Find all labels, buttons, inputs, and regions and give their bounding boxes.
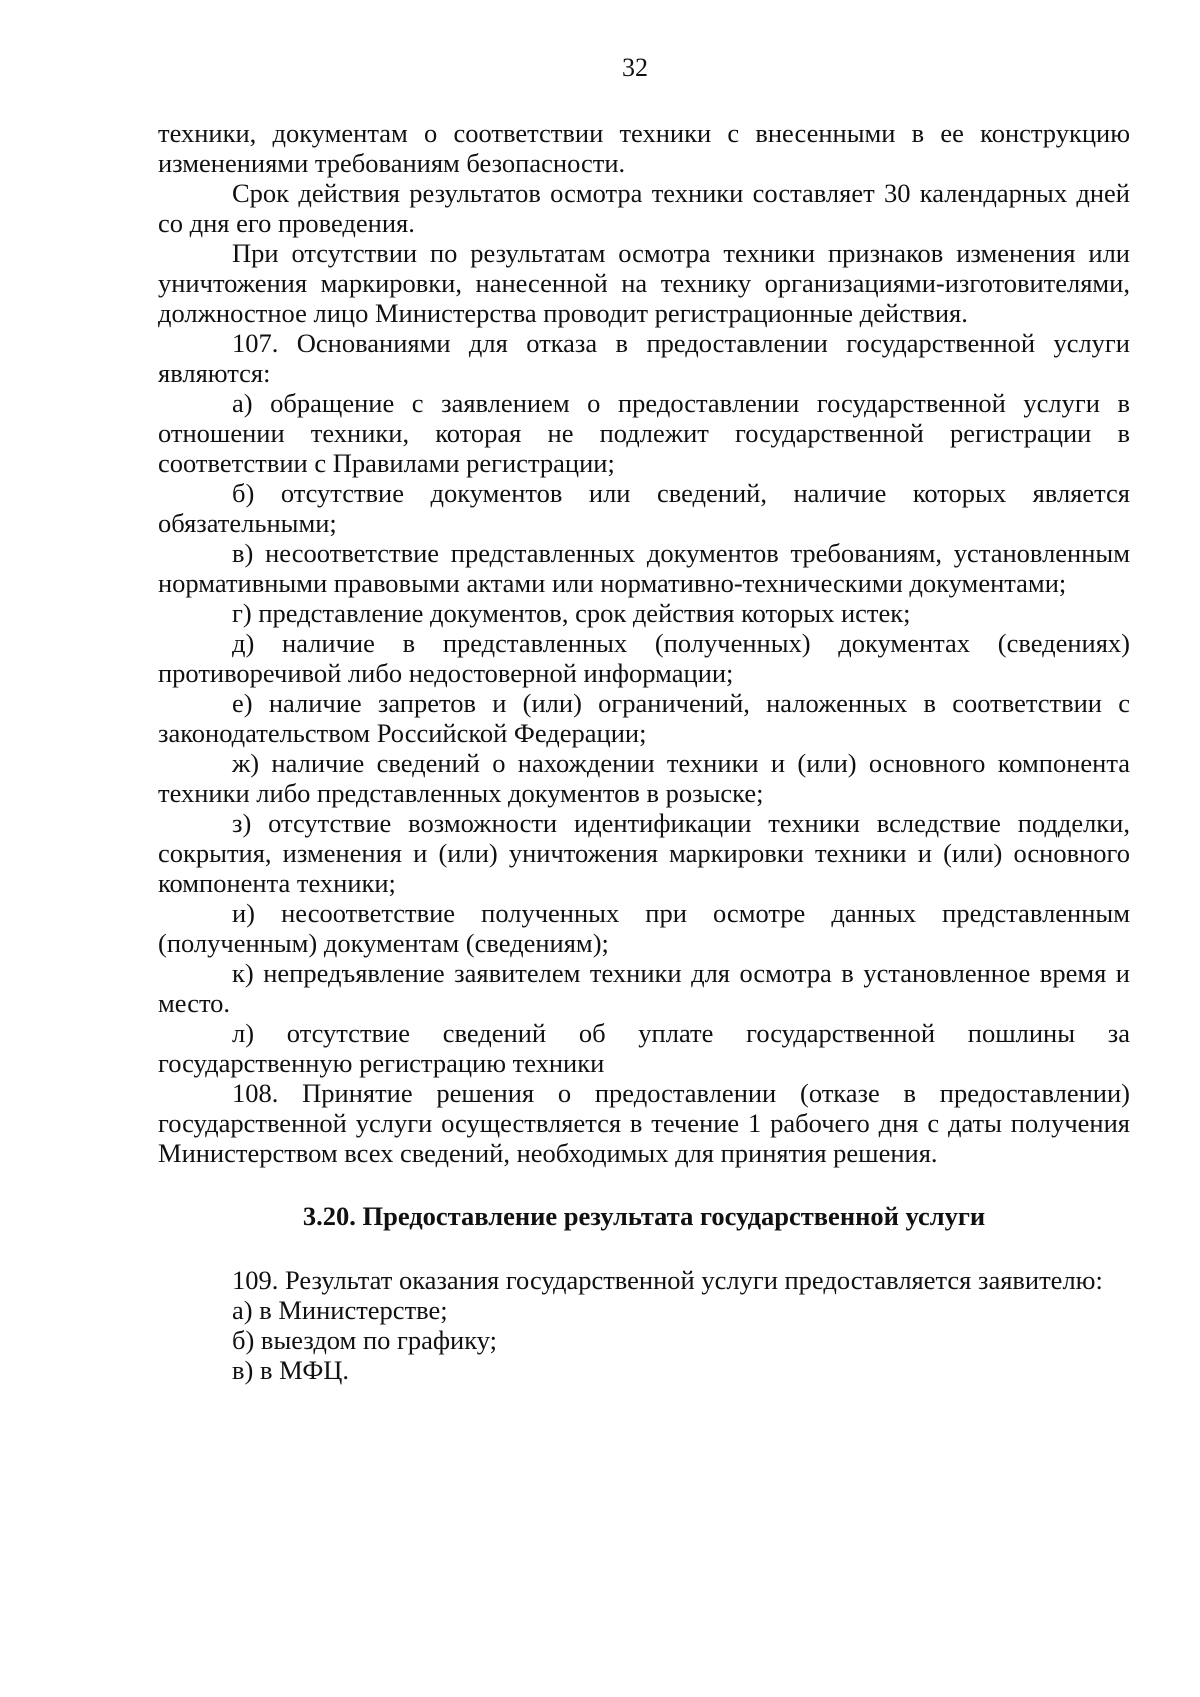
refusal-ground-i: и) несоответствие полученных при осмотре данных представленным (полученным) документам (сведениям);: [158, 898, 1130, 958]
refusal-ground-z: з) отсутствие возможности идентификации техники вследствие подделки, сокрытия, изменения и (или) уничтожения маркировки техники и (или) основного компонента техники;: [158, 808, 1130, 898]
refusal-ground-k: к) непредъявление заявителем техники для осмотра в установленное время и место.: [158, 958, 1130, 1018]
paragraph-inspection-validity: Срок действия результатов осмотра техники составляет 30 календарных дней со дня его проведения.: [158, 178, 1130, 238]
refusal-ground-e: е) наличие запретов и (или) ограничений, наложенных в соответствии с законодательством Российской Федерации;: [158, 688, 1130, 748]
refusal-ground-a: а) обращение с заявлением о предоставлении государственной услуги в отношении техники, которая не подлежит государственной регистрации в соответствии с Правилами регистрации;: [158, 388, 1130, 478]
list-item: б) выездом по графику;: [232, 1325, 497, 1355]
paragraph-107-refusal-grounds: 107. Основаниями для отказа в предоставлении государственной услуги являются:: [158, 328, 1130, 388]
page-number: 32: [622, 53, 648, 82]
refusal-ground-g: г) представление документов, срок действия которых истек;: [232, 598, 911, 628]
paragraph-108-decision: 108. Принятие решения о предоставлении (отказе в предоставлении) государственной услуги осуществляется в течение 1 рабочего дня с даты получения Министерством всех сведений, необходимых для принятия решения.: [158, 1078, 1130, 1168]
list-item: а) в Министерстве;: [232, 1295, 448, 1325]
list-item: в) в МФЦ.: [232, 1355, 350, 1385]
document-body: [158, 118, 1130, 1385]
refusal-ground-zh: ж) наличие сведений о нахождении техники и (или) основного компонента техники либо представленных документов в розыске;: [158, 748, 1130, 808]
paragraph-109-result: 109. Результат оказания государственной услуги предоставляется заявителю:: [232, 1265, 1103, 1295]
refusal-ground-b: б) отсутствие документов или сведений, наличие которых является обязательными;: [158, 478, 1130, 538]
refusal-ground-d: д) наличие в представленных (полученных) документах (сведениях) противоречивой либо недостоверной информации;: [158, 628, 1130, 688]
paragraph-registration-actions: При отсутствии по результатам осмотра техники признаков изменения или уничтожения маркировки, нанесенной на технику организациями-изготовителями, должностное лицо Министерства проводит регистрационные действия.: [158, 238, 1130, 328]
refusal-ground-l: л) отсутствие сведений об уплате государственной пошлины за государственную регистрацию техники: [158, 1018, 1130, 1078]
section-heading: 3.20. Предоставление результата государственной услуги: [302, 1201, 986, 1231]
paragraph-continuation: техники, документам о соответствии техники с внесенными в ее конструкцию изменениями требованиям безопасности.: [158, 118, 1130, 178]
refusal-ground-v: в) несоответствие представленных документов требованиям, установленным нормативными правовыми актами или нормативно-техническими документами;: [158, 538, 1130, 598]
